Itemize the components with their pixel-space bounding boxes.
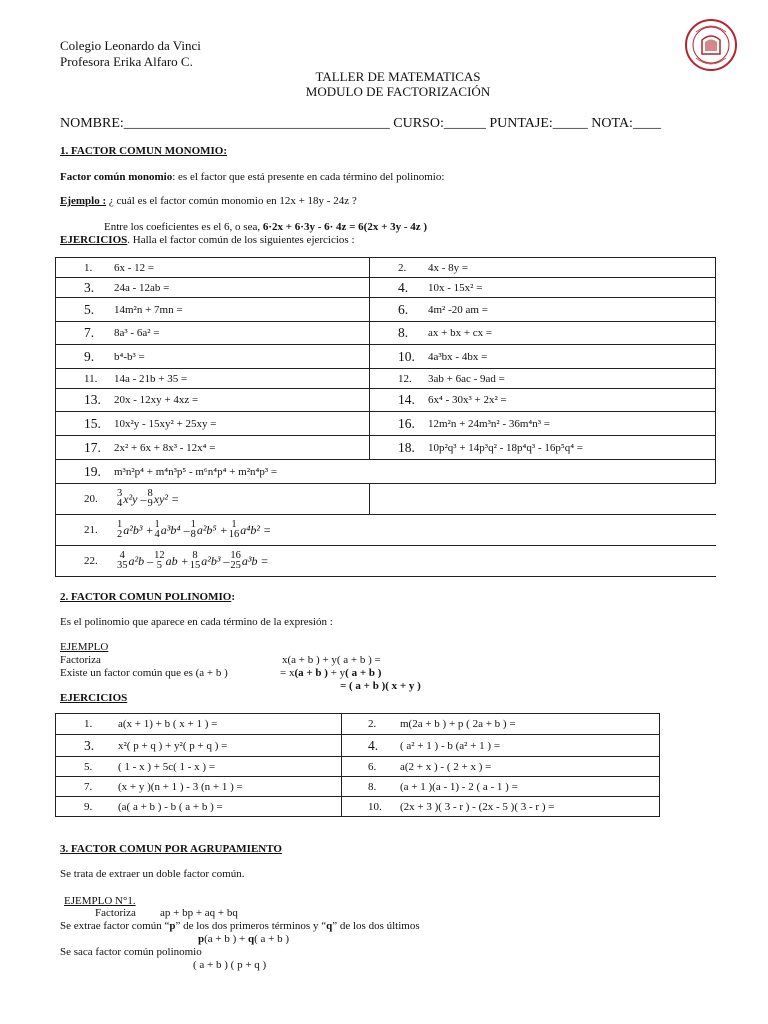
section2-factoriza-expression: x(a + b ) + y( a + b ) = xyxy=(282,654,381,666)
text-part: ” de los dos primeros términos y “ xyxy=(175,920,327,932)
fraction-numerator: 1 xyxy=(117,519,123,530)
exercise-cell xyxy=(56,484,370,515)
exercise-cell xyxy=(56,735,342,757)
ejercicios-instructions: . Halla el factor común de los siguientes ejercicios : xyxy=(127,234,355,246)
section3-saca-text: Se saca factor común polinomio xyxy=(60,946,202,958)
exercise-number: 5. xyxy=(84,760,93,773)
exercise-number: 10. xyxy=(368,800,382,813)
exercise-cell xyxy=(56,412,370,436)
fraction xyxy=(154,551,165,571)
section1-example-answer xyxy=(104,221,427,233)
exercise-expression: (2x + 3 )( 3 - r ) - (2x - 5 )( 3 - r ) = xyxy=(400,800,555,813)
exercise-number: 19. xyxy=(84,463,101,479)
section2-factoriza-label: Factoriza xyxy=(60,654,101,666)
exercise-cell xyxy=(56,546,716,577)
table-row xyxy=(56,322,716,345)
section2-ejercicios-label: EJERCICIOS xyxy=(60,692,128,704)
section1-ejercicios xyxy=(60,234,355,246)
table-row xyxy=(56,797,660,817)
exercise-number: 7. xyxy=(84,780,93,793)
exercise-expression: (a + 1 )(a - 1) - 2 ( a - 1 ) = xyxy=(400,780,518,793)
exercise-number: 17. xyxy=(84,439,101,455)
exercise-expression: 8a³ - 6a² = xyxy=(114,327,160,339)
definition-term: Factor común monomio xyxy=(60,171,173,183)
section3-grouped-expression xyxy=(198,933,289,945)
fraction-denominator: 8 xyxy=(190,529,196,540)
section1-example xyxy=(60,195,357,207)
section3-factoriza-label: Factoriza xyxy=(95,907,136,919)
exercise-number: 8. xyxy=(368,780,377,793)
table-row xyxy=(56,777,660,797)
exercise-expression: ax + bx + cx = xyxy=(428,327,493,339)
fraction-numerator: 12 xyxy=(154,550,165,561)
exercise-cell xyxy=(342,797,660,817)
exercise-cell xyxy=(56,757,342,777)
fraction-denominator: 4 xyxy=(154,529,160,540)
fraction xyxy=(230,551,241,571)
exercise-cell xyxy=(56,322,370,345)
exercise-expression: m³n²p⁴ + m⁴n³p⁵ - m⁶n⁴p⁴ + m²n⁴p³ = xyxy=(114,465,278,478)
fraction xyxy=(155,520,160,540)
exercise-expression: (x + y )(n + 1 ) - 3 (n + 1 ) = xyxy=(118,780,243,793)
exercise-expression: 10x - 15x² = xyxy=(428,281,483,294)
table-row xyxy=(56,298,716,322)
table-row xyxy=(56,369,716,389)
exercise-number: 1. xyxy=(84,261,93,274)
expr-bold-part: ( a + b ) xyxy=(345,667,382,679)
fraction xyxy=(148,489,153,509)
example-answer-text: Entre los coeficientes es el 6, o sea, xyxy=(104,221,263,233)
exercise-number: 1. xyxy=(84,718,93,730)
table-row xyxy=(56,757,660,777)
fraction-denominator: 5 xyxy=(156,560,162,571)
table-row xyxy=(56,436,716,460)
section3-definition: Se trata de extraer un doble factor común. xyxy=(60,868,245,880)
factor-q: q xyxy=(248,933,255,945)
exercise-number: 4. xyxy=(368,737,379,753)
fraction xyxy=(117,551,128,571)
exercise-expression: 10p²q³ + 14p³q² - 18p⁴q³ - 16p⁵q⁴ = xyxy=(428,441,583,454)
exercise-number: 5. xyxy=(84,301,95,317)
exercise-cell xyxy=(342,714,660,735)
exercise-number: 3. xyxy=(84,737,95,753)
expr-part: = x xyxy=(280,667,295,679)
table-row xyxy=(56,515,716,546)
term: xy² = xyxy=(153,491,180,506)
exercise-expression: x²( p + q ) + y²( p + q ) = xyxy=(118,739,228,752)
exercise-expression: 3ab + 6ac - 9ad = xyxy=(428,372,505,385)
definition-text: : es el factor que está presente en cada término del polinomio: xyxy=(172,171,445,183)
monomial-exercise-rows xyxy=(56,258,716,460)
fraction-numerator: 8 xyxy=(192,550,198,561)
exercise-expression: 12m²n + 24m³n² - 36m⁴n³ = xyxy=(428,417,551,430)
fraction-numerator: 16 xyxy=(230,550,241,561)
exercise-expression: 4a³bx - 4bx = xyxy=(428,350,488,363)
exercise-number: 12. xyxy=(398,372,412,385)
table-row xyxy=(56,735,660,757)
fraction-denominator: 2 xyxy=(117,529,123,540)
exercise-expression: b⁴-b³ = xyxy=(114,350,145,363)
fraction-numerator: 1 xyxy=(154,519,160,530)
exercise-number: 11. xyxy=(84,372,98,385)
expr-part: (a + b ) + xyxy=(204,933,248,945)
fraction-numerator: 4 xyxy=(119,550,125,561)
exercise-cell xyxy=(342,735,660,757)
exercise-cell xyxy=(56,714,342,735)
polynomial-exercise-table xyxy=(55,713,660,817)
exercise-cell xyxy=(370,322,716,345)
exercise-cell xyxy=(370,258,716,278)
exercise-number: 4. xyxy=(398,279,409,295)
fraction xyxy=(190,551,201,571)
expr-bold-part: (a + b ) xyxy=(294,667,328,679)
expr-part: ( a + b ) xyxy=(254,933,290,945)
section3-final-result: ( a + b ) ( p + q ) xyxy=(193,959,267,971)
fraction xyxy=(117,520,122,540)
exercise-number: 14. xyxy=(398,392,415,407)
exercise-number: 22. xyxy=(84,555,98,567)
exercise-cell xyxy=(56,797,342,817)
exercise-cell xyxy=(370,389,716,412)
exercise-expression: 6x⁴ - 30x³ + 2x² = xyxy=(428,394,507,406)
fraction-denominator: 4 xyxy=(117,498,123,509)
expr-part: + y xyxy=(327,667,346,679)
heading-colon: : xyxy=(231,591,235,603)
exercise-number: 20. xyxy=(84,493,98,505)
student-info-form-line: NOMBRE:______________________________________ CURSO:______ PUNTAJE:_____ NOTA:____ xyxy=(60,116,661,131)
section1-heading: 1. FACTOR COMUN MONOMIO: xyxy=(60,145,228,157)
section3-heading: 3. FACTOR COMUN POR AGRUPAMIENTO xyxy=(60,843,282,855)
section1-definition xyxy=(60,171,444,183)
monomial-exercise-table xyxy=(55,257,716,577)
section2-definition: Es el polinomio que aparece en cada término de la expresión : xyxy=(60,616,333,628)
exercise-expression: 10x²y - 15xy² + 25xy = xyxy=(114,417,217,430)
table-row xyxy=(56,546,716,577)
section3-extract-text xyxy=(60,920,420,932)
exercise-cell xyxy=(342,757,660,777)
polynomial-exercise-rows xyxy=(56,714,660,817)
exercise-expression: 20x - 12xy + 4xz = xyxy=(114,394,199,406)
worksheet-title: TALLER DE MATEMATICAS xyxy=(315,69,481,84)
section2-result: = ( a + b )( x + y ) xyxy=(340,680,421,692)
table-row xyxy=(56,484,716,515)
table-row xyxy=(56,389,716,412)
term: a³b = xyxy=(241,553,269,568)
section3-example-label: EJEMPLO N°1. xyxy=(64,895,136,907)
exercise-cell xyxy=(56,345,370,369)
ejercicios-label: EJERCICIOS xyxy=(60,234,128,246)
fraction-denominator: 9 xyxy=(147,498,153,509)
table-row xyxy=(56,258,716,278)
exercise-expression: ( a² + 1 ) - b (a² + 1 ) = xyxy=(400,739,501,752)
fraction xyxy=(191,520,196,540)
table-row xyxy=(56,714,660,735)
exercise-number: 18. xyxy=(398,439,415,455)
exercise-cell xyxy=(370,369,716,389)
exercise-number: 9. xyxy=(84,800,93,813)
fraction-numerator: 1 xyxy=(190,519,196,530)
worksheet-subtitle: MODULO DE FACTORIZACIÓN xyxy=(305,84,491,99)
exercise-expression: (a( a + b ) - b ( a + b ) = xyxy=(118,800,223,813)
empty-cell xyxy=(370,484,716,515)
exercise-number: 7. xyxy=(84,325,95,340)
exercise-cell xyxy=(56,777,342,797)
exercise-cell xyxy=(370,345,716,369)
exercise-cell xyxy=(342,777,660,797)
teacher-name: Profesora Erika Alfaro C. xyxy=(60,54,193,69)
term: a²b³ – xyxy=(201,553,230,568)
exercise-expression: a(2 + x ) - ( 2 + x ) = xyxy=(400,760,492,773)
table-row xyxy=(56,412,716,436)
fraction-numerator: 8 xyxy=(147,488,153,499)
example-label: Ejemplo : xyxy=(60,195,107,207)
exercise-cell xyxy=(56,436,370,460)
factor-q: q xyxy=(326,920,333,932)
table-row xyxy=(56,345,716,369)
exercise-cell xyxy=(370,436,716,460)
exercise-expression: 4m² -20 am = xyxy=(428,303,488,316)
term: a²b⁵ + xyxy=(196,522,228,537)
exercise-cell xyxy=(370,412,716,436)
exercise-expression: 2x² + 6x + 8x³ - 12x⁴ = xyxy=(114,441,216,454)
exercise-expression: 24a - 12ab = xyxy=(114,281,170,294)
example-question: ¿ cuál es el factor común monomio en 12x + 18y - 24z ? xyxy=(106,195,357,207)
exercise-expression: 14a - 21b + 35 = xyxy=(114,372,188,385)
fraction xyxy=(229,520,240,540)
exercise-cell xyxy=(56,298,370,322)
table-row xyxy=(56,460,716,484)
exercise-number: 16. xyxy=(398,415,415,431)
exercise-cell xyxy=(370,298,716,322)
exercise-number: 2. xyxy=(368,718,377,730)
exercise-cell xyxy=(56,278,370,298)
exercise-expression: m(2a + b ) + p ( 2a + b ) = xyxy=(400,718,516,730)
exercise-number: 9. xyxy=(84,348,95,364)
term: a²b – xyxy=(128,553,154,568)
section2-common-factor-text: Existe un factor común que es (a + b ) xyxy=(60,667,228,679)
text-part: Se extrae factor común “ xyxy=(60,920,170,932)
section2-example-label: EJEMPLO xyxy=(60,641,109,653)
exercise-cell xyxy=(56,460,716,484)
section2-heading: 2. FACTOR COMUN POLINOMIO xyxy=(60,591,232,603)
fraction-numerator: 3 xyxy=(117,488,123,499)
fraction-denominator: 25 xyxy=(230,560,241,571)
exercise-expression: a(x + 1) + b ( x + 1 ) = xyxy=(118,718,218,730)
exercise-cell xyxy=(56,515,716,546)
text-part: ” de los dos últimos xyxy=(332,920,420,932)
term: x²y – xyxy=(123,491,147,506)
exercise-cell xyxy=(56,369,370,389)
exercise-number: 15. xyxy=(84,415,101,431)
exercise-number: 2. xyxy=(398,261,407,274)
fraction-denominator: 16 xyxy=(228,529,240,540)
exercise-cell xyxy=(56,258,370,278)
exercise-expression: 14m²n + 7mn = xyxy=(114,303,183,316)
term: a²b³ + xyxy=(123,522,154,537)
exercise-number: 21. xyxy=(84,524,98,536)
exercise-expression: 4x - 8y = xyxy=(428,261,469,274)
example-answer-math: 6·2x + 6·3y - 6· 4z = 6(2x + 3y - 4z ) xyxy=(262,221,428,233)
term: ab + xyxy=(165,553,189,568)
exercise-number: 8. xyxy=(398,325,409,340)
exercise-number: 6. xyxy=(398,301,409,317)
exercise-cell xyxy=(56,389,370,412)
section2-common-factor-expression xyxy=(280,667,381,679)
term: a⁴b² = xyxy=(240,522,272,537)
factor-p: p xyxy=(198,933,205,945)
exercise-expression: ( 1 - x ) + 5c( 1 - x ) = xyxy=(118,760,216,773)
exercise-number: 10. xyxy=(398,348,415,364)
school-name: Colegio Leonardo da Vinci xyxy=(60,38,201,53)
school-seal-logo xyxy=(684,18,738,72)
fraction-denominator: 15 xyxy=(189,560,201,571)
exercise-number: 6. xyxy=(368,760,377,773)
exercise-number: 3. xyxy=(84,279,95,295)
fraction-numerator: 1 xyxy=(231,519,237,530)
exercise-number: 13. xyxy=(84,392,101,407)
fraction xyxy=(117,489,122,509)
section3-factoriza-expression: ap + bp + aq + bq xyxy=(160,907,238,919)
exercise-expression: 6x - 12 = xyxy=(114,261,155,274)
exercise-cell xyxy=(370,278,716,298)
table-row xyxy=(56,278,716,298)
term: a³b⁴ – xyxy=(160,522,190,537)
factor-p: p xyxy=(169,920,176,932)
section2-heading-line xyxy=(60,591,235,603)
fraction-denominator: 35 xyxy=(117,560,128,571)
